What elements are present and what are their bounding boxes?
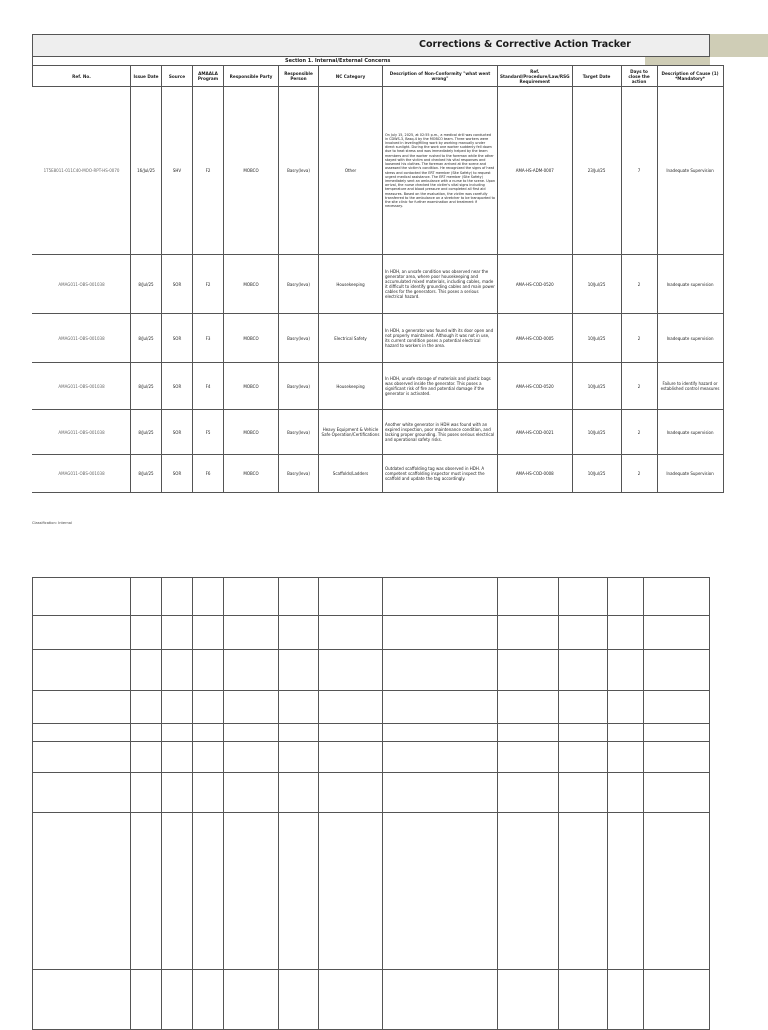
col-header-days-to-close: Days to close the action [621, 66, 657, 87]
cell-cause: Inadequate Supervision [657, 87, 723, 255]
cell-days-to-close: 7 [621, 87, 657, 255]
cell-cause: Inadequate Supervision [657, 455, 723, 493]
cell-responsible-party: MOBCO [224, 314, 279, 363]
cell-cause: Inadequate supervision [657, 410, 723, 455]
cell-target-date: 10/Jul/25 [572, 255, 621, 314]
section-label: Section 1. Internal/External Concerns [285, 58, 391, 64]
cell-responsible-person: Basry(leva) [279, 255, 319, 314]
cell-ref-standard: AMA-HS-COD-0021 [498, 410, 573, 455]
col-header-ref-standard: Ref. Standard/Procedure/Law/RSG Requirement [498, 66, 573, 87]
cell-ref-standard: AMA-HS-COD-0520 [498, 255, 573, 314]
cell-target-date: 10/Jul/25 [572, 410, 621, 455]
blank-grid [32, 577, 710, 1030]
cell-target-date: 10/Jul/25 [572, 363, 621, 410]
blank-row [33, 650, 710, 691]
cell-days-to-close: 2 [621, 410, 657, 455]
cell-ref-standard: AMA-HS-COD-0520 [498, 363, 573, 410]
cell-responsible-person: Basry(leva) [279, 87, 319, 255]
cell-nc-category: Electrical Safety [319, 314, 383, 363]
section-header-row [32, 57, 645, 65]
table-row [33, 455, 724, 493]
tracker-table [32, 65, 724, 493]
col-header-cause: Description of Cause (1) *Mandatory* [657, 66, 723, 87]
cell-responsible-party: MOBCO [224, 363, 279, 410]
blank-row [33, 970, 710, 1030]
cell-program: F3 [193, 314, 224, 363]
cell-description: Outdated scaffolding tag was observed in HDH. A competent scaffolding inspector must inspect the scaffold and update the tag accordingly. [383, 455, 498, 493]
cell-target-date: 10/Jul/25 [572, 314, 621, 363]
col-header-source: Source [162, 66, 193, 87]
col-header-description: Description of Non-Conformity "what went wrong" [383, 66, 498, 87]
cell-days-to-close: 2 [621, 255, 657, 314]
cell-nc-category: Other [319, 87, 383, 255]
cell-responsible-person: Basry(leva) [279, 410, 319, 455]
blank-row [33, 742, 710, 773]
cell-ref-no: 1T5E8011-011C40-MOO-RPT-HS-0070 [33, 87, 131, 255]
table-row [33, 314, 724, 363]
blank-row [33, 578, 710, 616]
title-accent-block [710, 34, 768, 57]
cell-program: F2 [193, 87, 224, 255]
blank-row [33, 724, 710, 742]
page-title: Corrections & Corrective Action Tracker [418, 39, 631, 50]
cell-source: SOR [162, 255, 193, 314]
cell-cause: Inadequate supervision [657, 255, 723, 314]
cell-responsible-person: Basry(leva) [279, 314, 319, 363]
table-row [33, 87, 724, 255]
classification-label: Classification: Internal [32, 521, 72, 525]
cell-nc-category: Housekeeping [319, 363, 383, 410]
cell-cause: Inadequate supervision [657, 314, 723, 363]
cell-issue-date: 8/Jul/25 [131, 455, 162, 493]
cell-program: F5 [193, 410, 224, 455]
cell-target-date: 10/Jul/25 [572, 455, 621, 493]
col-header-program: AMAALA Program [193, 66, 224, 87]
cell-issue-date: 8/Jul/25 [131, 314, 162, 363]
cell-issue-date: 8/Jul/25 [131, 363, 162, 410]
cell-ref-standard: AMA-HS-ADM-0007 [498, 87, 573, 255]
cell-program: F4 [193, 363, 224, 410]
cell-days-to-close: 2 [621, 363, 657, 410]
cell-description: In HDH, a generator was found with its door open and not properly maintained. Although it was not in use, its current condition poses a potential electrical hazard to workers in the area. [383, 314, 498, 363]
cell-ref-no: AMAG011-OBS-001038 [33, 410, 131, 455]
cell-responsible-party: MOBCO [224, 455, 279, 493]
cell-source: SOR [162, 455, 193, 493]
col-header-target-date: Target Date [572, 66, 621, 87]
cell-description: In HDH, an unsafe condition was observed near the generator area, where poor housekeeping and accumulated mixed materials, including cables, made it difficult to identify grounding cables and main power cables for the generators. This poses a serious electrical hazard. [383, 255, 498, 314]
cell-issue-date: 16/Jul/25 [131, 87, 162, 255]
cell-program: F6 [193, 455, 224, 493]
col-header-ref-no: Ref. No. [33, 66, 131, 87]
cell-description: On July 15, 2025, at 02:55 p.m., a medical drill was conducted in CDWS-3, Basq-4 by the MOBCO team. Three workers were involved in leveling/filling work by working manually under direct sunlight. During the work one worker suddenly fell down due to heat stress and was immediately helped by the team members and the worker rushed to the foreman while the other stayed with the victim and checked his vital responses and loosened his clothes. The foreman arrived at the scene and assessed the victim's condition. He recognized the signs of heat stress and contacted the ERT member (Site Safety) to request urgent medical assistance. The ERT member (Site Safety) immediately sent an ambulance with a nurse to the scene. Upon arrival, the nurse checked the victim's vital signs including temperature and blood pressure and completed all first aid measures. Based on the evaluation, the victim was carefully transferred to the ambulance on a stretcher to be transported to the site clinic for further examination and treatment if necessary. [383, 87, 498, 255]
header-row [33, 66, 724, 87]
cell-source: SHV [162, 87, 193, 255]
cell-target-date: 23/Jul/25 [572, 87, 621, 255]
tracker-title-bar [32, 34, 710, 57]
cell-description: Another white generator in HDH was found with an expired inspection, poor maintenance condition, and lacking proper grounding. This poses serious electrical and operational safety risks. [383, 410, 498, 455]
cell-ref-no: AMAG011-OBS-001038 [33, 363, 131, 410]
cell-program: F2 [193, 255, 224, 314]
cell-responsible-party: MOBCO [224, 87, 279, 255]
table-row [33, 255, 724, 314]
cell-description: In HDH, unsafe storage of materials and plastic bags was observed inside the generator. This poses a significant risk of fire and potential damage if the generator is activated. [383, 363, 498, 410]
blank-row [33, 813, 710, 970]
col-header-responsible-party: Responsible Party [224, 66, 279, 87]
blank-row [33, 691, 710, 724]
cell-responsible-person: Basry(leva) [279, 455, 319, 493]
blank-row [33, 616, 710, 650]
cell-source: SOR [162, 410, 193, 455]
col-header-responsible-person: Responsible Person [279, 66, 319, 87]
cell-nc-category: Housekeeping [319, 255, 383, 314]
table-row [33, 363, 724, 410]
cell-source: SOR [162, 363, 193, 410]
cell-cause: Failure to identify hazard or established control measures [657, 363, 723, 410]
cell-ref-no: AMAG011-OBS-001038 [33, 455, 131, 493]
cell-ref-standard: AMA-HS-COD-0005 [498, 314, 573, 363]
table-row [33, 410, 724, 455]
cell-days-to-close: 2 [621, 314, 657, 363]
col-header-issue-date: Issue Date [131, 66, 162, 87]
cell-days-to-close: 2 [621, 455, 657, 493]
cell-ref-standard: AMA-HS-COD-0008 [498, 455, 573, 493]
cell-responsible-party: MOBCO [224, 255, 279, 314]
cell-issue-date: 8/Jul/25 [131, 410, 162, 455]
section-accent-strip [645, 57, 710, 65]
cell-issue-date: 8/Jul/25 [131, 255, 162, 314]
col-header-nc-category: NC Category [319, 66, 383, 87]
cell-responsible-party: MOBCO [224, 410, 279, 455]
cell-responsible-person: Basry(leva) [279, 363, 319, 410]
blank-row [33, 773, 710, 813]
cell-ref-no: AMAG011-OBS-001038 [33, 314, 131, 363]
cell-nc-category: Scaffolds/Ladders [319, 455, 383, 493]
cell-source: SOR [162, 314, 193, 363]
cell-nc-category: Heavy Equipment & Vehicle Safe Operation/Certifications [319, 410, 383, 455]
cell-ref-no: AMAG011-OBS-001038 [33, 255, 131, 314]
